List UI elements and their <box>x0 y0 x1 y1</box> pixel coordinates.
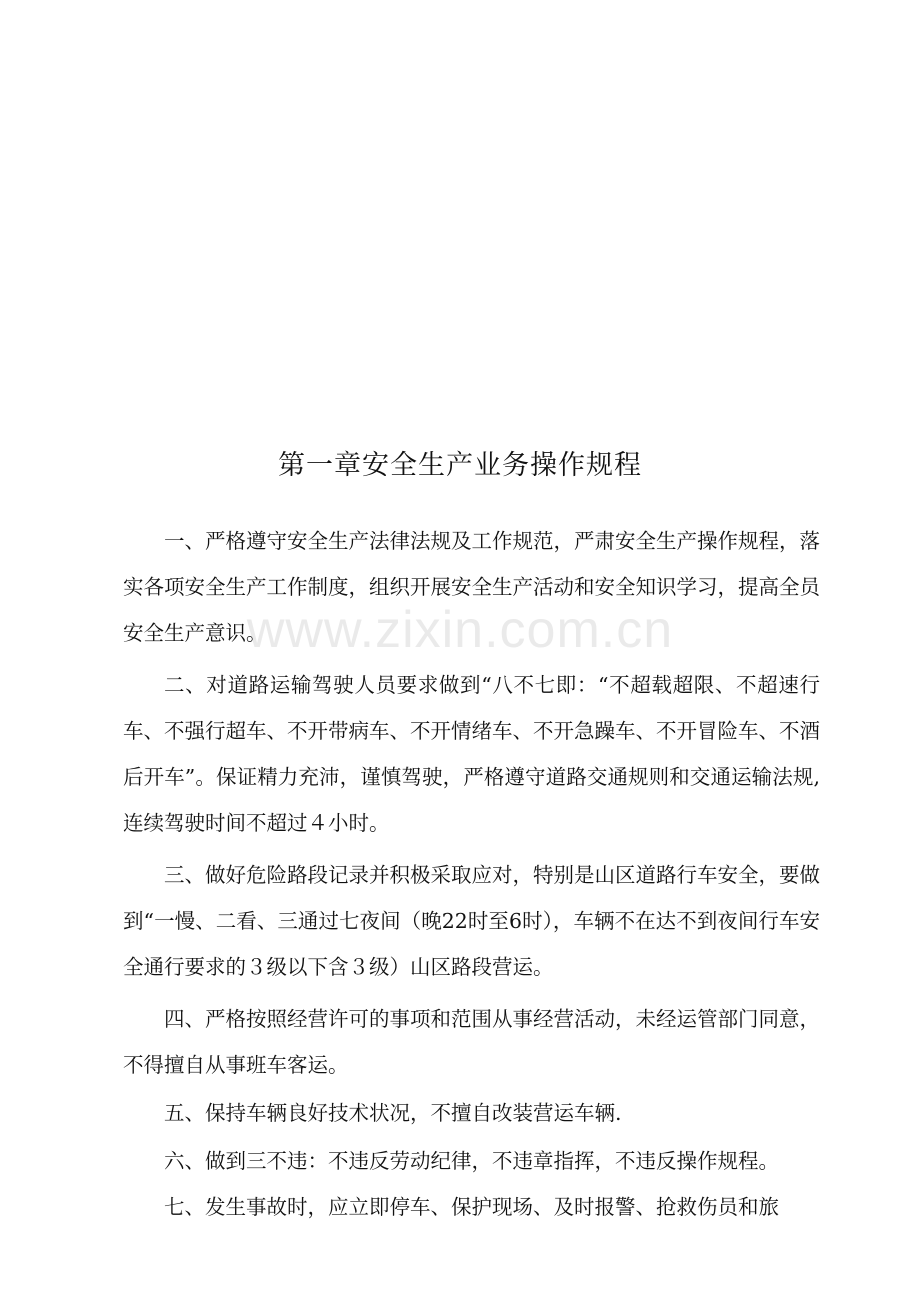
watermark: www.zixin.com.cn <box>246 601 674 659</box>
paragraph-5: 五、保持车辆良好技术状况，不擅自改装营运车辆. <box>164 1101 622 1125</box>
paragraph-7: 七、发生事故时，应立即停车、保护现场、及时报警、抢救伤员和旅 <box>164 1195 779 1219</box>
chapter-title: 第一章安全生产业务操作规程 <box>278 450 642 481</box>
paragraph-1: 一、严格遵守安全生产法律法规及工作规范，严肃安全生产操作规程，落实各项安全生产工作制度，组织开展安全生产活动和安全知识学习，提高全员安全生产意识。 <box>123 529 820 645</box>
paragraph-4: 四、严格按照经营许可的事项和范围从事经营活动，未经运管部门同意，不得擅自从事班车客运。 <box>123 1007 820 1077</box>
paragraph-6: 六、做到三不违：不违反劳动纪律，不违章指挥，不违反操作规程。 <box>164 1149 779 1173</box>
paragraph-2: 二、对道路运输驾驶人员要求做到“八不七即：“不超载超限、不超速行车、不强行超车、不开带病车、不开情绪车、不开急躁车、不开冒险车、不酒后开车”。保证精力充沛，谨慎驾驶，严格遵守道路交通规则和交通运输法规,连续驾驶时间不超过４小时。 <box>123 673 820 835</box>
paragraph-3: 三、做好危险路段记录并积极采取应对，特别是山区道路行车安全，要做到“一慢、二看、三通过七夜间（晚22时至6时），车辆不在达不到夜间行车安全通行要求的３级以下含３级）山区路段营运。 <box>123 863 820 979</box>
